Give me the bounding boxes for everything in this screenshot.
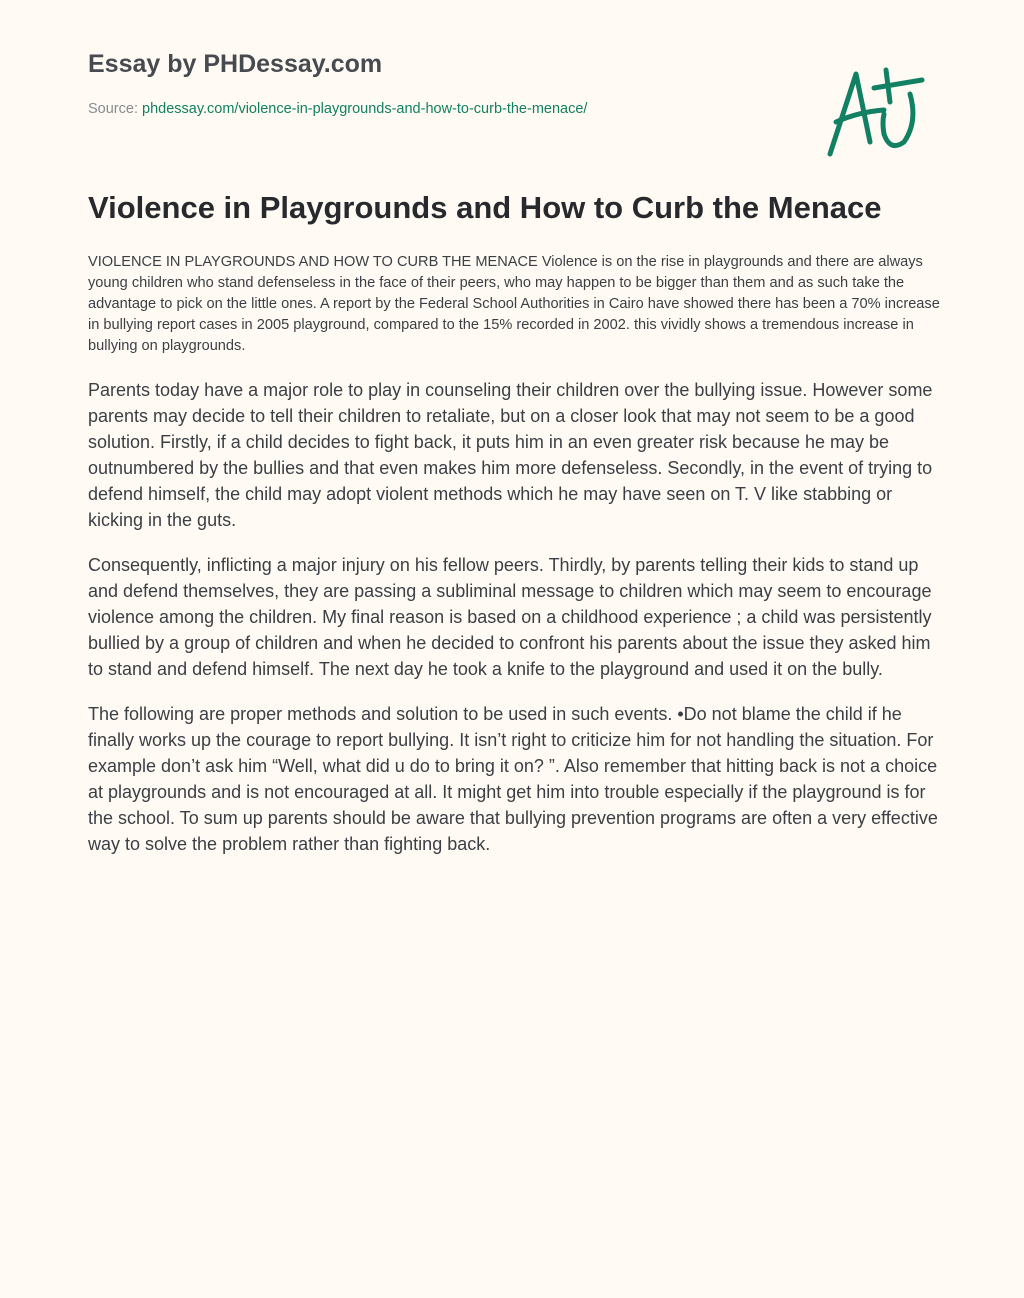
essay-title: Violence in Playgrounds and How to Curb the Menace bbox=[88, 190, 882, 225]
essay-paragraph: Parents today have a major role to play in counseling their children over the bullying issue. However some parents may decide to tell their children to retaliate, but on a closer look that may not seem to be a good solution. Firstly, if a child decides to fight back, it puts him in an even greater risk because he may be outnumbered by the bullies and that even makes him more defenseless. Secondly, in the event of trying to defend himself, the child may adopt violent methods which he may have seen on T. V like stabbing or kicking in the guts. bbox=[88, 380, 933, 530]
essay-paragraph: The following are proper methods and solution to be used in such events. •Do not blame the child if he finally works up the courage to report bullying. It isn’t right to criticize him for not handling the situation. For example don’t ask him “Well, what did u do to bring it on? ”. Also remember that hitting back is not a choice at playgrounds and is not encouraged at all. It might get him into trouble especially if the playground is for the school. To sum up parents should be aware that bullying prevention programs are often a very effective way to solve the problem rather than fighting back. bbox=[88, 704, 938, 854]
a-plus-grade-icon bbox=[818, 62, 930, 162]
essay-paragraph: Consequently, inflicting a major injury on his fellow peers. Thirdly, by parents telling their kids to stand up and defend themselves, they are passing a subliminal message to children which may seem to encourage violence among the children. My final reason is based on a childhood experience ; a child was persistently bullied by a group of children and when he decided to confront his parents about the issue they asked him to stand and defend himself. The next day he took a knife to the playground and used it on the bully. bbox=[88, 555, 932, 679]
source-line bbox=[88, 101, 587, 117]
essay-intro: VIOLENCE IN PLAYGROUNDS AND HOW TO CURB THE MENACE Violence is on the rise in playgrounds and there are always young children who stand defenseless in the face of their peers, who may happen to be bigger than them and as such take the advantage to pick on the little ones. A report by the Federal School Authorities in Cairo have showed there has been a 70% increase in bullying report cases in 2005 playground, compared to the 15% recorded in 2002. this vividly shows a tremendous increase in bullying on playgrounds. bbox=[88, 254, 940, 354]
source-link[interactable]: phdessay.com/violence-in-playgrounds-and-how-to-curb-the-menace/ bbox=[142, 101, 588, 117]
site-title: Essay by PHDessay.com bbox=[88, 50, 383, 78]
source-label: Source: bbox=[88, 101, 138, 117]
essay-body bbox=[88, 252, 940, 876]
